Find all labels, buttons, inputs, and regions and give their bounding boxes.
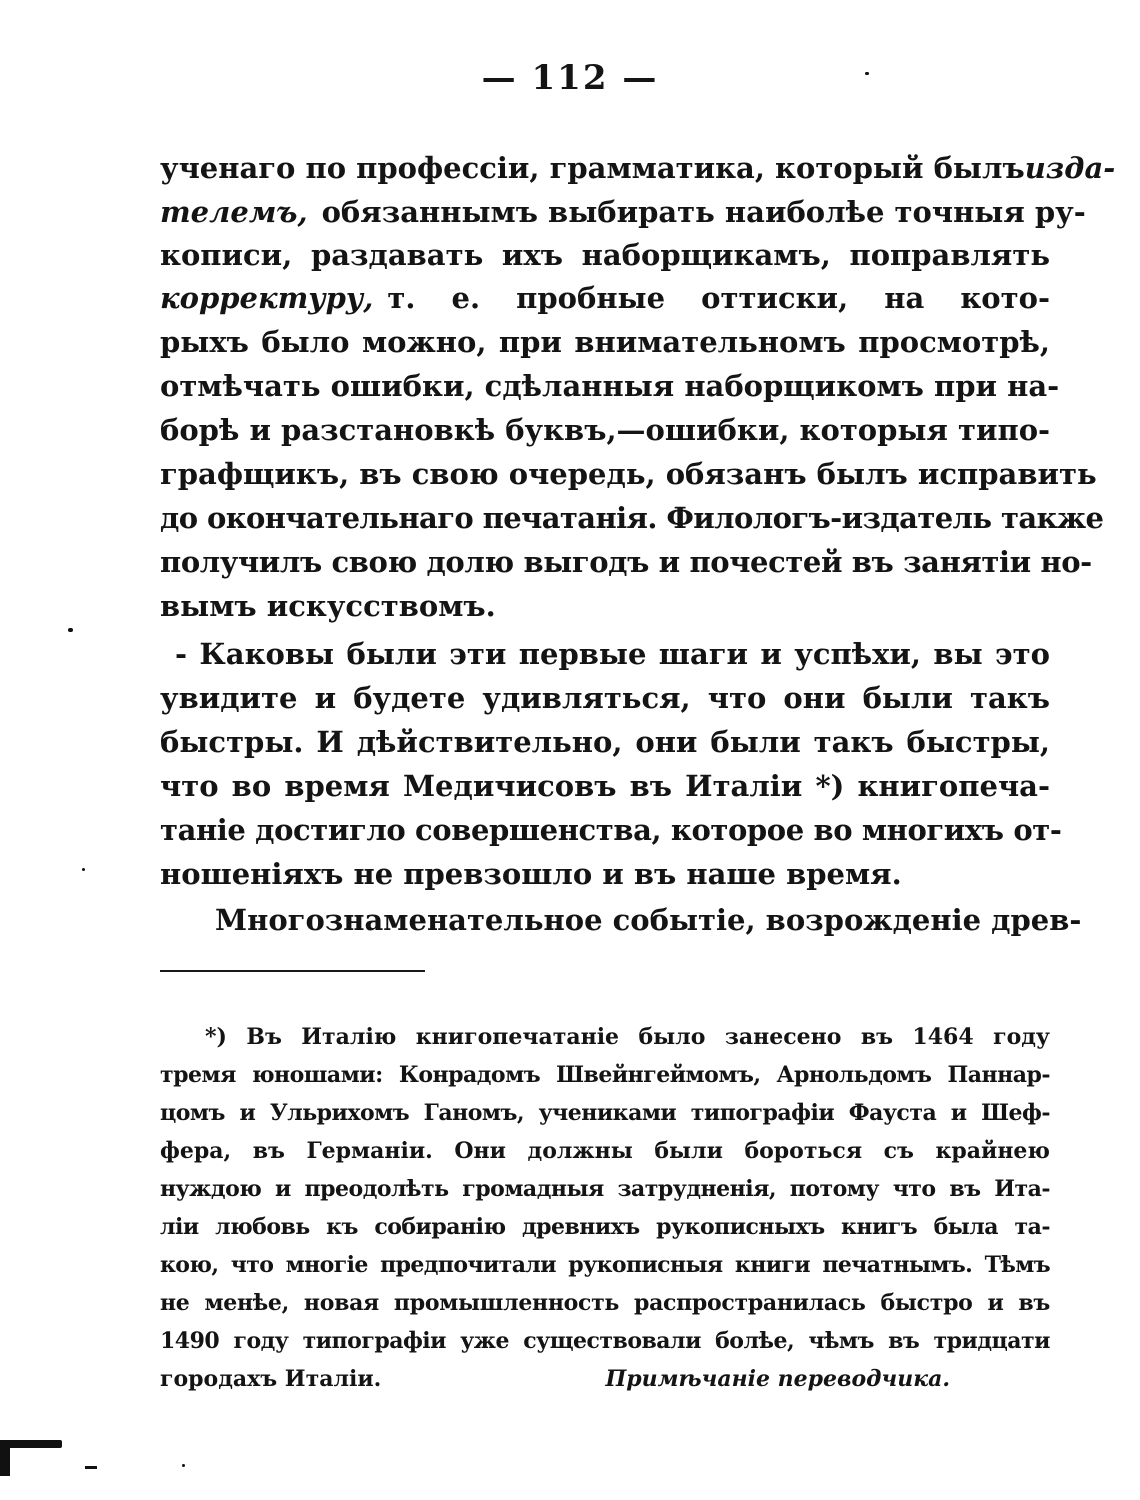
footnote-line bbox=[160, 1098, 1050, 1128]
footnote-line bbox=[160, 1060, 1050, 1090]
footnote-line bbox=[160, 1174, 1050, 1204]
text-line bbox=[160, 235, 1050, 275]
text-line bbox=[160, 498, 1104, 538]
text-run: ліи любовь къ собиранію древнихъ рукописныхъ книгъ была та- bbox=[160, 1214, 1050, 1240]
text-line bbox=[160, 454, 1097, 494]
footnote-line bbox=[160, 1136, 1050, 1166]
text-run: цомъ и Ульрихомъ Ганомъ, учениками типографіи Фауста и Шеф- bbox=[160, 1100, 1050, 1126]
text-line bbox=[175, 634, 1050, 674]
footnote-divider bbox=[160, 970, 425, 972]
translator-note-signature: Примѣчаніе переводчика. bbox=[605, 1366, 950, 1392]
text-run: *) Въ Италію книгопечатаніе было занесено въ 1464 году bbox=[205, 1024, 1050, 1050]
text-run: городахъ Италіи. bbox=[160, 1366, 382, 1392]
text-line bbox=[160, 854, 1050, 894]
italic-run: корректуру, bbox=[160, 281, 374, 315]
scan-speck bbox=[182, 1464, 185, 1467]
footnote-line bbox=[160, 1250, 1050, 1280]
text-line bbox=[160, 722, 1050, 762]
text-run: рыхъ было можно, при внимательномъ просмотрѣ, bbox=[160, 325, 1050, 359]
text-run: получилъ свою долю выгодъ и почестей въ занятіи но- bbox=[160, 545, 1092, 579]
scan-speck bbox=[85, 1466, 97, 1469]
text-run: тремя юношами: Конрадомъ Швейнгеймомъ, Арнольдомъ Паннар- bbox=[160, 1062, 1050, 1088]
scan-speck bbox=[68, 628, 73, 632]
text-run: фера, въ Германіи. Они должны были бороться съ крайнею bbox=[160, 1138, 1050, 1164]
text-line bbox=[160, 678, 1050, 718]
text-run: обязаннымъ выбирать наиболѣе точныя ру- bbox=[321, 195, 1086, 229]
text-run: - Каковы были эти первые шаги и успѣхи, вы это bbox=[175, 637, 1050, 671]
text-line bbox=[160, 810, 1062, 850]
text-run: Многознаменательное событіе, возрожденіе древ- bbox=[215, 903, 1082, 937]
page-number: — 112 — bbox=[481, 58, 659, 98]
footnote-line bbox=[160, 1288, 1050, 1318]
text-run: нуждою и преодолѣть громадныя затрудненія, потому что въ Ита- bbox=[160, 1176, 1050, 1202]
text-run: ношеніяхъ не превзошло и въ наше время. bbox=[160, 857, 902, 891]
text-line bbox=[160, 148, 1116, 188]
footnote-line bbox=[160, 1212, 1050, 1242]
text-line bbox=[160, 366, 1060, 406]
text-run: не менѣе, новая промышленность распространилась быстро и въ bbox=[160, 1290, 1050, 1316]
italic-run: изда- bbox=[1024, 151, 1116, 185]
text-run: вымъ искусствомъ. bbox=[160, 589, 496, 623]
text-run: таніе достигло совершенства, которое во многихъ от- bbox=[160, 813, 1062, 847]
text-run: кописи, раздавать ихъ наборщикамъ, поправлять bbox=[160, 238, 1050, 272]
text-run: т. е. пробные оттиски, на кото- bbox=[387, 281, 1050, 315]
text-line bbox=[160, 766, 1050, 806]
scan-speck bbox=[865, 72, 869, 75]
text-run: отмѣчать ошибки, сдѣланныя наборщикомъ при на- bbox=[160, 369, 1060, 403]
text-run: быстры. И дѣйствительно, они были такъ быстры, bbox=[160, 725, 1050, 759]
text-line bbox=[160, 410, 1050, 450]
text-line bbox=[160, 192, 1086, 232]
text-line bbox=[160, 542, 1092, 582]
footnote-line bbox=[205, 1022, 1050, 1052]
scan-edge-mark bbox=[0, 1440, 10, 1476]
text-line bbox=[160, 278, 1050, 318]
text-run: увидите и будете удивляться, что они были такъ bbox=[160, 681, 1050, 715]
scan-speck bbox=[82, 868, 85, 871]
footnote-line bbox=[160, 1326, 1050, 1356]
text-line bbox=[160, 322, 1050, 362]
text-run: графщикъ, въ свою очередь, обязанъ былъ исправить bbox=[160, 457, 1097, 491]
text-run: 1490 году типографіи уже существовали болѣе, чѣмъ въ тридцати bbox=[160, 1328, 1050, 1354]
text-line bbox=[160, 586, 1050, 626]
footnote-line bbox=[160, 1364, 1050, 1394]
text-run: кою, что многіе предпочитали рукописныя книги печатнымъ. Тѣмъ bbox=[160, 1252, 1050, 1278]
text-line bbox=[215, 900, 1082, 940]
text-run: что во время Медичисовъ въ Италіи *) книгопеча- bbox=[160, 769, 1050, 803]
text-run: до окончательнаго печатанія. Филологъ-издатель также bbox=[160, 501, 1104, 535]
text-run: борѣ и разстановкѣ буквъ,—ошибки, которыя типо- bbox=[160, 413, 1051, 447]
italic-run: телемъ, bbox=[160, 195, 308, 229]
text-run: ученаго по профессіи, грамматика, который былъ bbox=[160, 151, 1025, 185]
